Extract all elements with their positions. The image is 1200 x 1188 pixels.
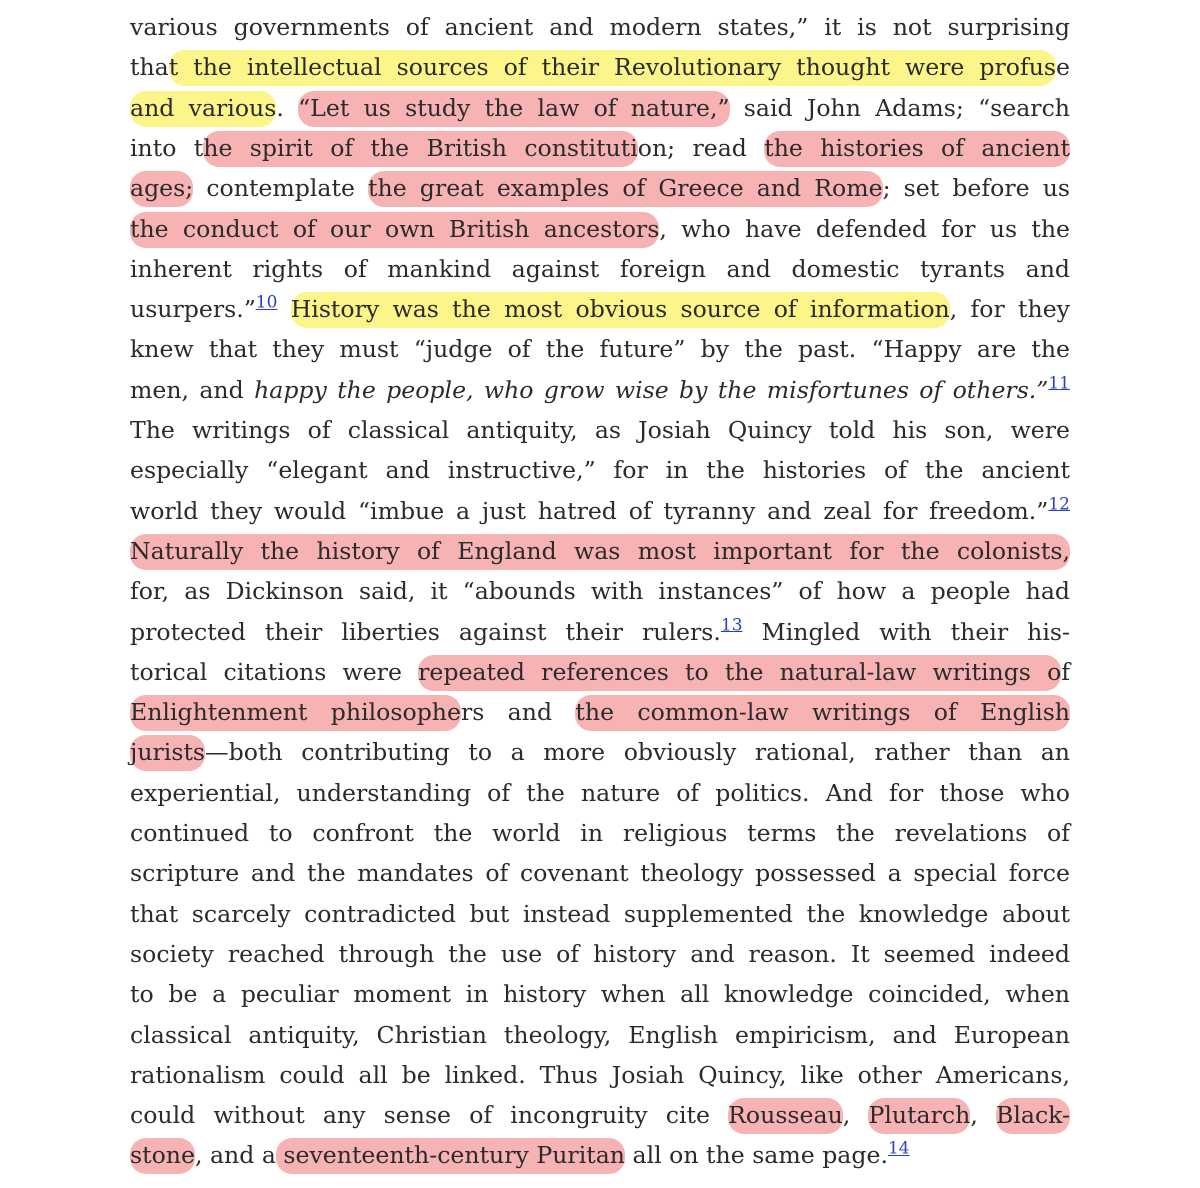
text-run: e [1056, 53, 1070, 82]
text-run: . [276, 93, 299, 122]
text-line [130, 88, 1070, 128]
highlight-pink[interactable]: Rousseau [728, 1098, 843, 1134]
text-run: ; set before us [882, 174, 1070, 203]
footnote-link[interactable]: 10 [255, 292, 278, 313]
highlight-pink[interactable]: Black- [996, 1098, 1070, 1134]
text-run: society reached through the use of history and reason. It seemed indeed [130, 939, 1070, 968]
text-run: torical citations were [130, 657, 419, 686]
text-line [130, 450, 1070, 490]
text-run: especially “elegant and instructive,” for in the histories of the ancient [130, 456, 1070, 485]
text-line [130, 47, 1070, 87]
text-run: world they would “imbue a just hatred of tyranny and zeal for freedom.” [130, 496, 1049, 525]
text-line [130, 571, 1070, 611]
highlight-pink[interactable]: seventeenth-century Puritan [276, 1138, 625, 1174]
text-run: protected their liberties against their rulers. [130, 617, 721, 646]
text-line [130, 168, 1070, 208]
highlight-pink[interactable]: stone [130, 1138, 195, 1174]
text-line [130, 410, 1070, 450]
text-run: The writings of classical antiquity, as Josiah Quincy told his son, were [130, 416, 1070, 444]
text-run: contemplate [193, 174, 369, 203]
text-run: that scarcely contradicted but instead supplemented the knowledge about [130, 899, 1070, 928]
text-line [130, 128, 1070, 168]
text-run: —both contributing to a more obviously rational, rather than an [205, 738, 1070, 767]
highlight-pink[interactable]: the common-law writings of English [575, 695, 1070, 731]
text-run: all on the same page. [625, 1141, 888, 1170]
text-run: f [1061, 657, 1071, 686]
highlight-pink[interactable]: jurists [130, 735, 205, 771]
footnote-link[interactable]: 11 [1048, 373, 1070, 394]
highlight-yellow[interactable]: t the intellectual sources of their Revolutionary thought were profus [169, 50, 1056, 86]
text-run: various governments of ancient and modern states,” it is not surprising [130, 13, 1070, 41]
text-run: scripture and the mandates of covenant theology possessed a special force [130, 859, 1070, 888]
text-run: for, as Dickinson said, it “abounds with instances” of how a people had [130, 577, 1070, 606]
text-line [130, 773, 1070, 813]
text-run: , and a [194, 1141, 276, 1170]
highlight-pink[interactable]: repeated references to the natural-law writings o [418, 655, 1061, 691]
text-run: , who have defended for us the [659, 214, 1070, 243]
text-run: classical antiquity, Christian theology, English empiricism, and European [130, 1020, 1070, 1049]
text-run: experiential, understanding of the nature of politics. And for those who [130, 778, 1070, 807]
text-run: could without any sense of incongruity cite [130, 1101, 729, 1130]
highlight-pink[interactable]: he spirit of the British constituti [203, 131, 638, 167]
text-run: , [970, 1101, 996, 1130]
highlight-pink[interactable]: Enlightenment philosophe [130, 695, 461, 731]
text-run: continued to confront the world in religious terms the revelations of [130, 819, 1070, 847]
footnote-link[interactable]: 14 [887, 1139, 910, 1160]
text-line [130, 491, 1070, 531]
text-run: said John Adams; “search [729, 93, 1070, 122]
text-run: rationalism could all be linked. Thus Josiah Quincy, like other Americans, [130, 1060, 1070, 1089]
text-run: inherent rights of mankind against foreign and domestic tyrants and [130, 254, 1070, 283]
highlight-pink[interactable]: the conduct of our own British ancestors [130, 212, 659, 248]
highlight-yellow[interactable]: History was the most obvious source of information [291, 292, 950, 328]
highlight-pink[interactable]: Naturally the history of England was most important for the colonists, [130, 534, 1070, 570]
text-run: into t [130, 133, 204, 162]
text-run: usurpers.” [130, 295, 256, 324]
footnote-link[interactable]: 13 [720, 615, 743, 636]
text-line [130, 612, 1070, 652]
text-line [130, 974, 1070, 1014]
footnote-link[interactable]: 12 [1048, 494, 1070, 515]
text-line [130, 249, 1070, 289]
text-run: Mingled with their his- [742, 617, 1070, 646]
text-line [130, 370, 1070, 410]
text-line [130, 1015, 1070, 1055]
text-run: men, and [130, 375, 255, 404]
text-run: rs and [460, 698, 576, 727]
text-run: tha [130, 53, 169, 82]
highlight-pink[interactable]: Plutarch [868, 1098, 970, 1134]
text-run: on; read [637, 133, 765, 162]
text-run: knew that they must “judge of the future” by the past. “Happy are the [130, 335, 1070, 364]
text-run [277, 295, 290, 323]
highlight-pink[interactable]: ages; [130, 171, 193, 207]
highlight-pink[interactable]: “Let us study the law of nature,” [298, 91, 729, 127]
text-line [130, 1095, 1070, 1135]
text-line [130, 853, 1070, 893]
text-line [130, 329, 1070, 369]
highlight-yellow[interactable]: and various [130, 91, 276, 127]
text-run: to be a peculiar moment in history when all knowledge coincided, when [130, 980, 1070, 1009]
text-line [130, 692, 1070, 732]
text-line [130, 209, 1070, 249]
text-line [130, 934, 1070, 974]
highlight-pink[interactable]: the histories of ancient [764, 131, 1070, 167]
text-line [130, 813, 1070, 853]
italic-text: happy the people, who grow wise by the misfortunes of others.” [254, 375, 1049, 404]
text-run: , [842, 1101, 869, 1130]
text-line [130, 652, 1070, 692]
text-line [130, 531, 1070, 571]
text-line [130, 894, 1070, 934]
text-line [130, 1055, 1070, 1095]
text-run: , for they [949, 295, 1070, 324]
text-line [130, 7, 1070, 47]
text-line [130, 1135, 1070, 1175]
highlight-pink[interactable]: the great examples of Greece and Rome [368, 171, 883, 207]
text-line [130, 732, 1070, 772]
text-line [130, 289, 1070, 329]
